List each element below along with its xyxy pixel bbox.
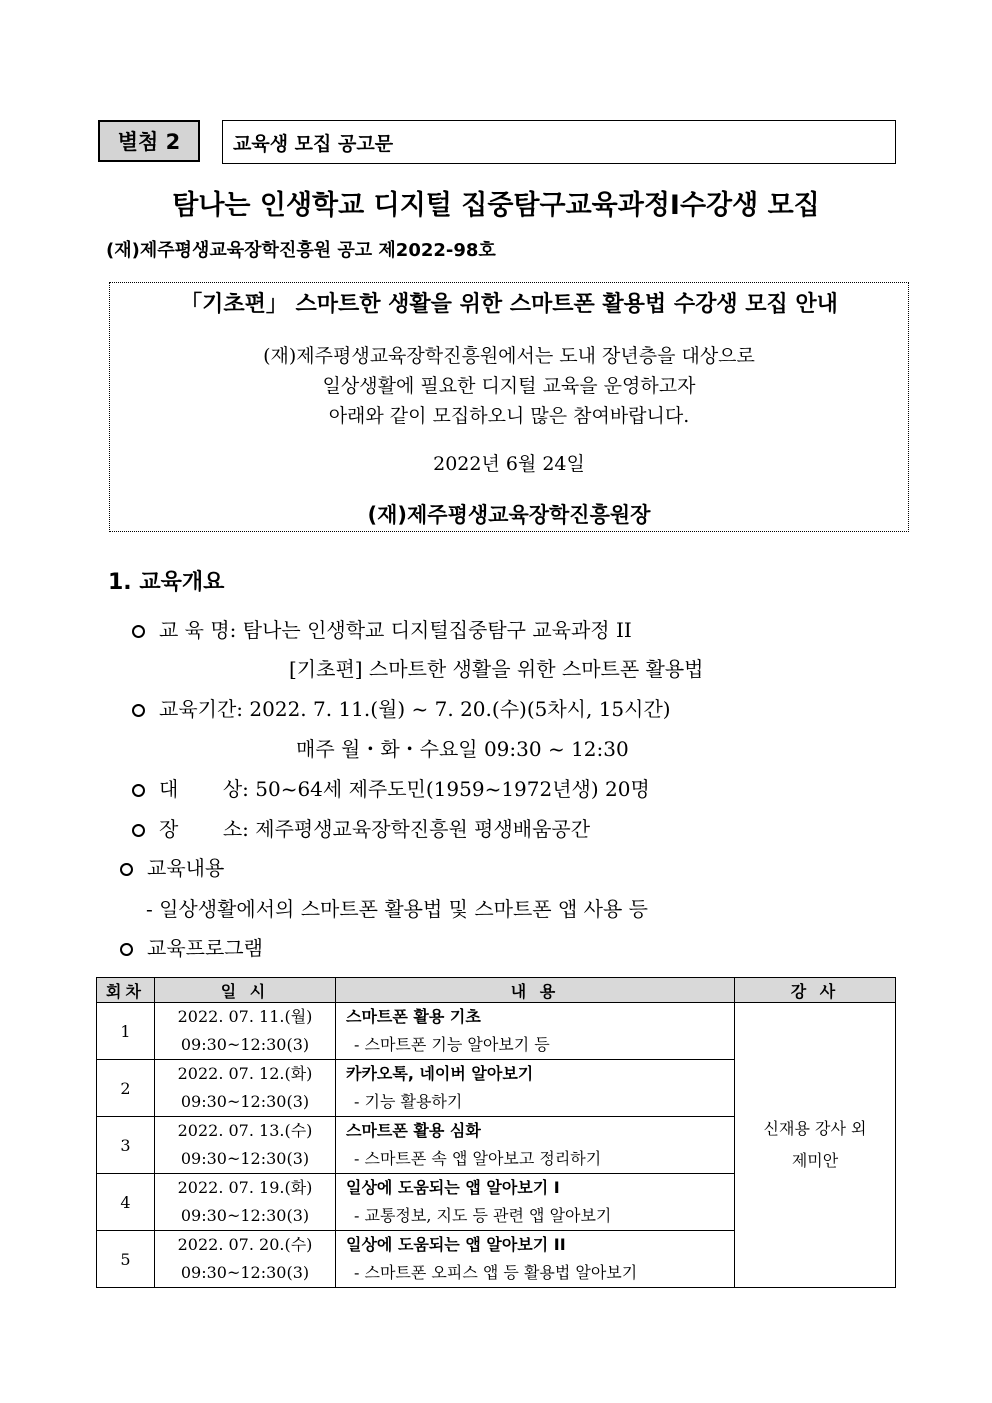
header-date: 일 시 <box>155 978 336 1003</box>
row-date: 2022. 07. 19.(화) <box>177 1178 313 1197</box>
item-name-value-2: [기초편] 스마트한 생활을 위한 스마트폰 활용법 <box>289 657 704 681</box>
announcement-line-1: (재)제주평생교육장학진흥원에서는 도내 장년층을 대상으로 <box>263 345 755 367</box>
row-detail: - 기능 활용하기 <box>354 1092 463 1111</box>
row-content <box>336 1231 735 1288</box>
row-detail: - 스마트폰 속 앱 알아보고 정리하기 <box>354 1149 602 1168</box>
attachment-label: 별첨 2 <box>98 120 200 162</box>
circle-bullet-icon <box>132 704 145 717</box>
item-target-value: 50~64세 제주도민(1959~1972년생) 20명 <box>255 777 650 801</box>
item-period-value-2: 매주 월・화・수요일 09:30 ~ 12:30 <box>296 737 629 761</box>
row-title: 카카오톡, 네이버 알아보기 <box>346 1064 534 1083</box>
row-content <box>336 1117 735 1174</box>
item-place-label: 장 소: <box>159 817 249 841</box>
item-period <box>132 693 671 722</box>
section-title: 1. 교육개요 <box>108 570 225 595</box>
announcement-line-2: 일상생활에 필요한 디지털 교육을 운영하고자 <box>322 375 696 397</box>
notice-number: (재)제주평생교육장학진흥원 공고 제2022-98호 <box>106 240 496 261</box>
row-date: 2022. 07. 20.(수) <box>177 1235 313 1254</box>
header-content: 내 용 <box>336 978 735 1003</box>
program-table <box>96 977 896 1288</box>
announcement-heading: 「기초편」 스마트한 생활을 위한 스마트폰 활용법 수강생 모집 안내 <box>180 292 838 317</box>
announcement-line-3: 아래와 같이 모집하오니 많은 참여바랍니다. <box>328 405 690 427</box>
row-title: 일상에 도움되는 앱 알아보기 I <box>346 1178 560 1197</box>
circle-bullet-icon <box>132 625 145 638</box>
attachment-title: 교육생 모집 공고문 <box>222 120 896 164</box>
row-date: 2022. 07. 11.(월) <box>177 1007 313 1026</box>
row-date: 2022. 07. 12.(화) <box>177 1064 313 1083</box>
row-detail: - 교통정보, 지도 등 관련 앱 알아보기 <box>354 1206 612 1225</box>
item-name-label: 교 육 명: <box>159 618 237 642</box>
row-content <box>336 1003 735 1060</box>
row-datetime <box>155 1060 336 1117</box>
lecturer-line-1: 신재용 강사 외 <box>763 1119 867 1138</box>
row-time: 09:30~12:30(3) <box>180 1092 310 1111</box>
item-content-value: - 일상생활에서의 스마트폰 활용법 및 스마트폰 앱 사용 등 <box>146 897 648 921</box>
row-content <box>336 1174 735 1231</box>
row-title: 스마트폰 활용 기초 <box>346 1007 481 1026</box>
item-content <box>120 852 224 881</box>
announcement-signature: (재)제주평생교육장학진흥원장 <box>367 503 651 527</box>
row-no: 4 <box>97 1174 155 1231</box>
row-no: 2 <box>97 1060 155 1117</box>
circle-bullet-icon <box>132 784 145 797</box>
page-title: 탐나는 인생학교 디지털 집중탐구교육과정Ⅰ수강생 모집 <box>172 190 820 221</box>
row-time: 09:30~12:30(3) <box>180 1263 310 1282</box>
circle-bullet-icon <box>120 943 133 956</box>
table-header-row <box>97 978 896 1003</box>
row-time: 09:30~12:30(3) <box>180 1035 310 1054</box>
circle-bullet-icon <box>120 863 133 876</box>
row-datetime <box>155 1003 336 1060</box>
table-row <box>97 1003 896 1060</box>
lecturer-line-2: 제미안 <box>791 1151 839 1170</box>
item-target-label: 대 상: <box>159 777 249 801</box>
row-datetime <box>155 1117 336 1174</box>
row-no: 1 <box>97 1003 155 1060</box>
announcement-box <box>109 282 909 532</box>
item-name-value: 탐나는 인생학교 디지털집중탐구 교육과정 II <box>242 618 632 642</box>
row-datetime <box>155 1231 336 1288</box>
lecturer-cell <box>735 1003 896 1288</box>
row-no: 3 <box>97 1117 155 1174</box>
announcement-date: 2022년 6월 24일 <box>433 453 585 475</box>
row-no: 5 <box>97 1231 155 1288</box>
item-target <box>132 773 650 802</box>
row-datetime <box>155 1174 336 1231</box>
row-time: 09:30~12:30(3) <box>180 1149 310 1168</box>
item-place-value: 제주평생교육장학진흥원 평생배움공간 <box>255 817 591 841</box>
row-content <box>336 1060 735 1117</box>
header-no: 회차 <box>97 978 155 1003</box>
row-time: 09:30~12:30(3) <box>180 1206 310 1225</box>
row-title: 일상에 도움되는 앱 알아보기 II <box>346 1235 566 1254</box>
item-place <box>132 813 590 842</box>
item-period-label: 교육기간: <box>159 697 244 721</box>
header-lecturer: 강 사 <box>735 978 896 1003</box>
item-period-value: 2022. 7. 11.(월) ~ 7. 20.(수)(5차시, 15시간) <box>249 697 671 721</box>
row-detail: - 스마트폰 오피스 앱 등 활용법 알아보기 <box>354 1263 638 1282</box>
item-program <box>120 932 263 961</box>
row-detail: - 스마트폰 기능 알아보기 등 <box>354 1035 550 1054</box>
row-title: 스마트폰 활용 심화 <box>346 1121 481 1140</box>
item-name <box>132 614 632 643</box>
item-program-label: 교육프로그램 <box>147 936 263 960</box>
row-date: 2022. 07. 13.(수) <box>177 1121 313 1140</box>
circle-bullet-icon <box>132 824 145 837</box>
item-content-label: 교육내용 <box>147 856 225 880</box>
